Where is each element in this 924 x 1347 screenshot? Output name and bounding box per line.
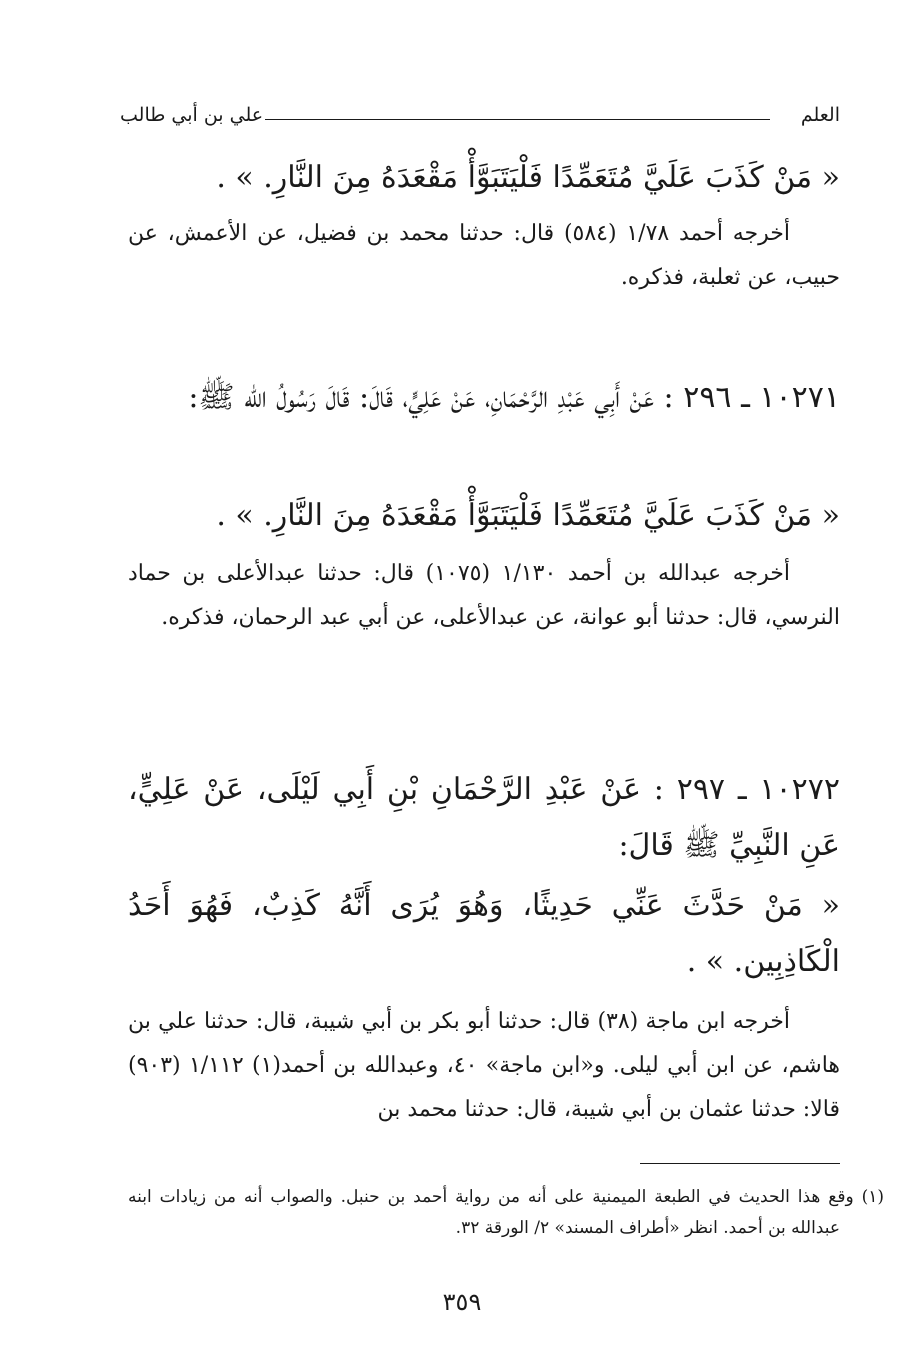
page-number: ٣٥٩ bbox=[442, 1288, 482, 1316]
hadith-heading: ١٠٢٧١ ـ ٢٩٦ : عَنْ أَبِي عَبْدِ الرَّحْمَانِ، عَنْ عَلِيٍّ، قَالَ: قَالَ رَسُولُ الله ﷺ: bbox=[188, 380, 840, 415]
footnote-rule bbox=[640, 1163, 840, 1164]
header-section-title: العلم bbox=[800, 104, 840, 126]
header-chapter-title: علي بن أبي طالب bbox=[120, 104, 264, 126]
footnote: (١) وقع هذا الحديث في الطبعة الميمنية على أنه من رواية أحمد بن حنبل. والصواب أنه من زيادات ابنه عبدالله بن أحمد. انظر «أطراف المسند» ٢/ الورقة ٣٢. bbox=[128, 1187, 884, 1238]
hadith-heading: ١٠٢٧٢ ـ ٢٩٧ : عَنْ عَبْدِ الرَّحْمَانِ بْنِ أَبِي لَيْلَى، عَنْ عَلِيٍّ، عَنِ النَّبِيِّ ﷺ قَالَ: bbox=[128, 772, 840, 863]
takhrij-paragraph: أخرجه ابن ماجة (٣٨) قال: حدثنا أبو بكر بن أبي شيبة، قال: حدثنا علي بن هاشم، عن ابن أبي ليلى. و«ابن ماجة» ٤٠، وعبدالله بن أحمد(١) ١/١١٢ (٩٠٣) قالا: حدثنا عثمان بن أبي شيبة، قال: حدثنا محمد بن bbox=[128, 1009, 841, 1122]
takhrij-paragraph: أخرجه عبدالله بن أحمد ١/١٣٠ (١٠٧٥) قال: حدثنا عبدالأعلى بن حماد النرسي، قال: حدثنا أبو عوانة، عن عبدالأعلى، عن أبي عبد الرحمان، فذكره. bbox=[128, 561, 840, 630]
hadith-text: « مَنْ كَذَبَ عَلَيَّ مُتَعَمِّدًا فَلْيَتَبَوَّأْ مَقْعَدَهُ مِنَ النَّارِ. » . bbox=[216, 160, 840, 195]
header-rule bbox=[265, 119, 770, 120]
running-header bbox=[120, 100, 840, 132]
hadith-text: « مَنْ كَذَبَ عَلَيَّ مُتَعَمِّدًا فَلْيَتَبَوَّأْ مَقْعَدَهُ مِنَ النَّارِ. » . bbox=[216, 498, 840, 533]
takhrij-paragraph: أخرجه أحمد ١/٧٨ (٥٨٤) قال: حدثنا محمد بن فضيل، عن الأعمش، عن حبيب، عن ثعلبة، فذكره. bbox=[128, 221, 840, 290]
hadith-text: « مَنْ حَدَّثَ عَنِّي حَدِيثًا، وَهُوَ يُرَى أَنَّهُ كَذِبٌ، فَهُوَ أَحَدُ الْكَاذِبِين. » . bbox=[128, 888, 840, 979]
